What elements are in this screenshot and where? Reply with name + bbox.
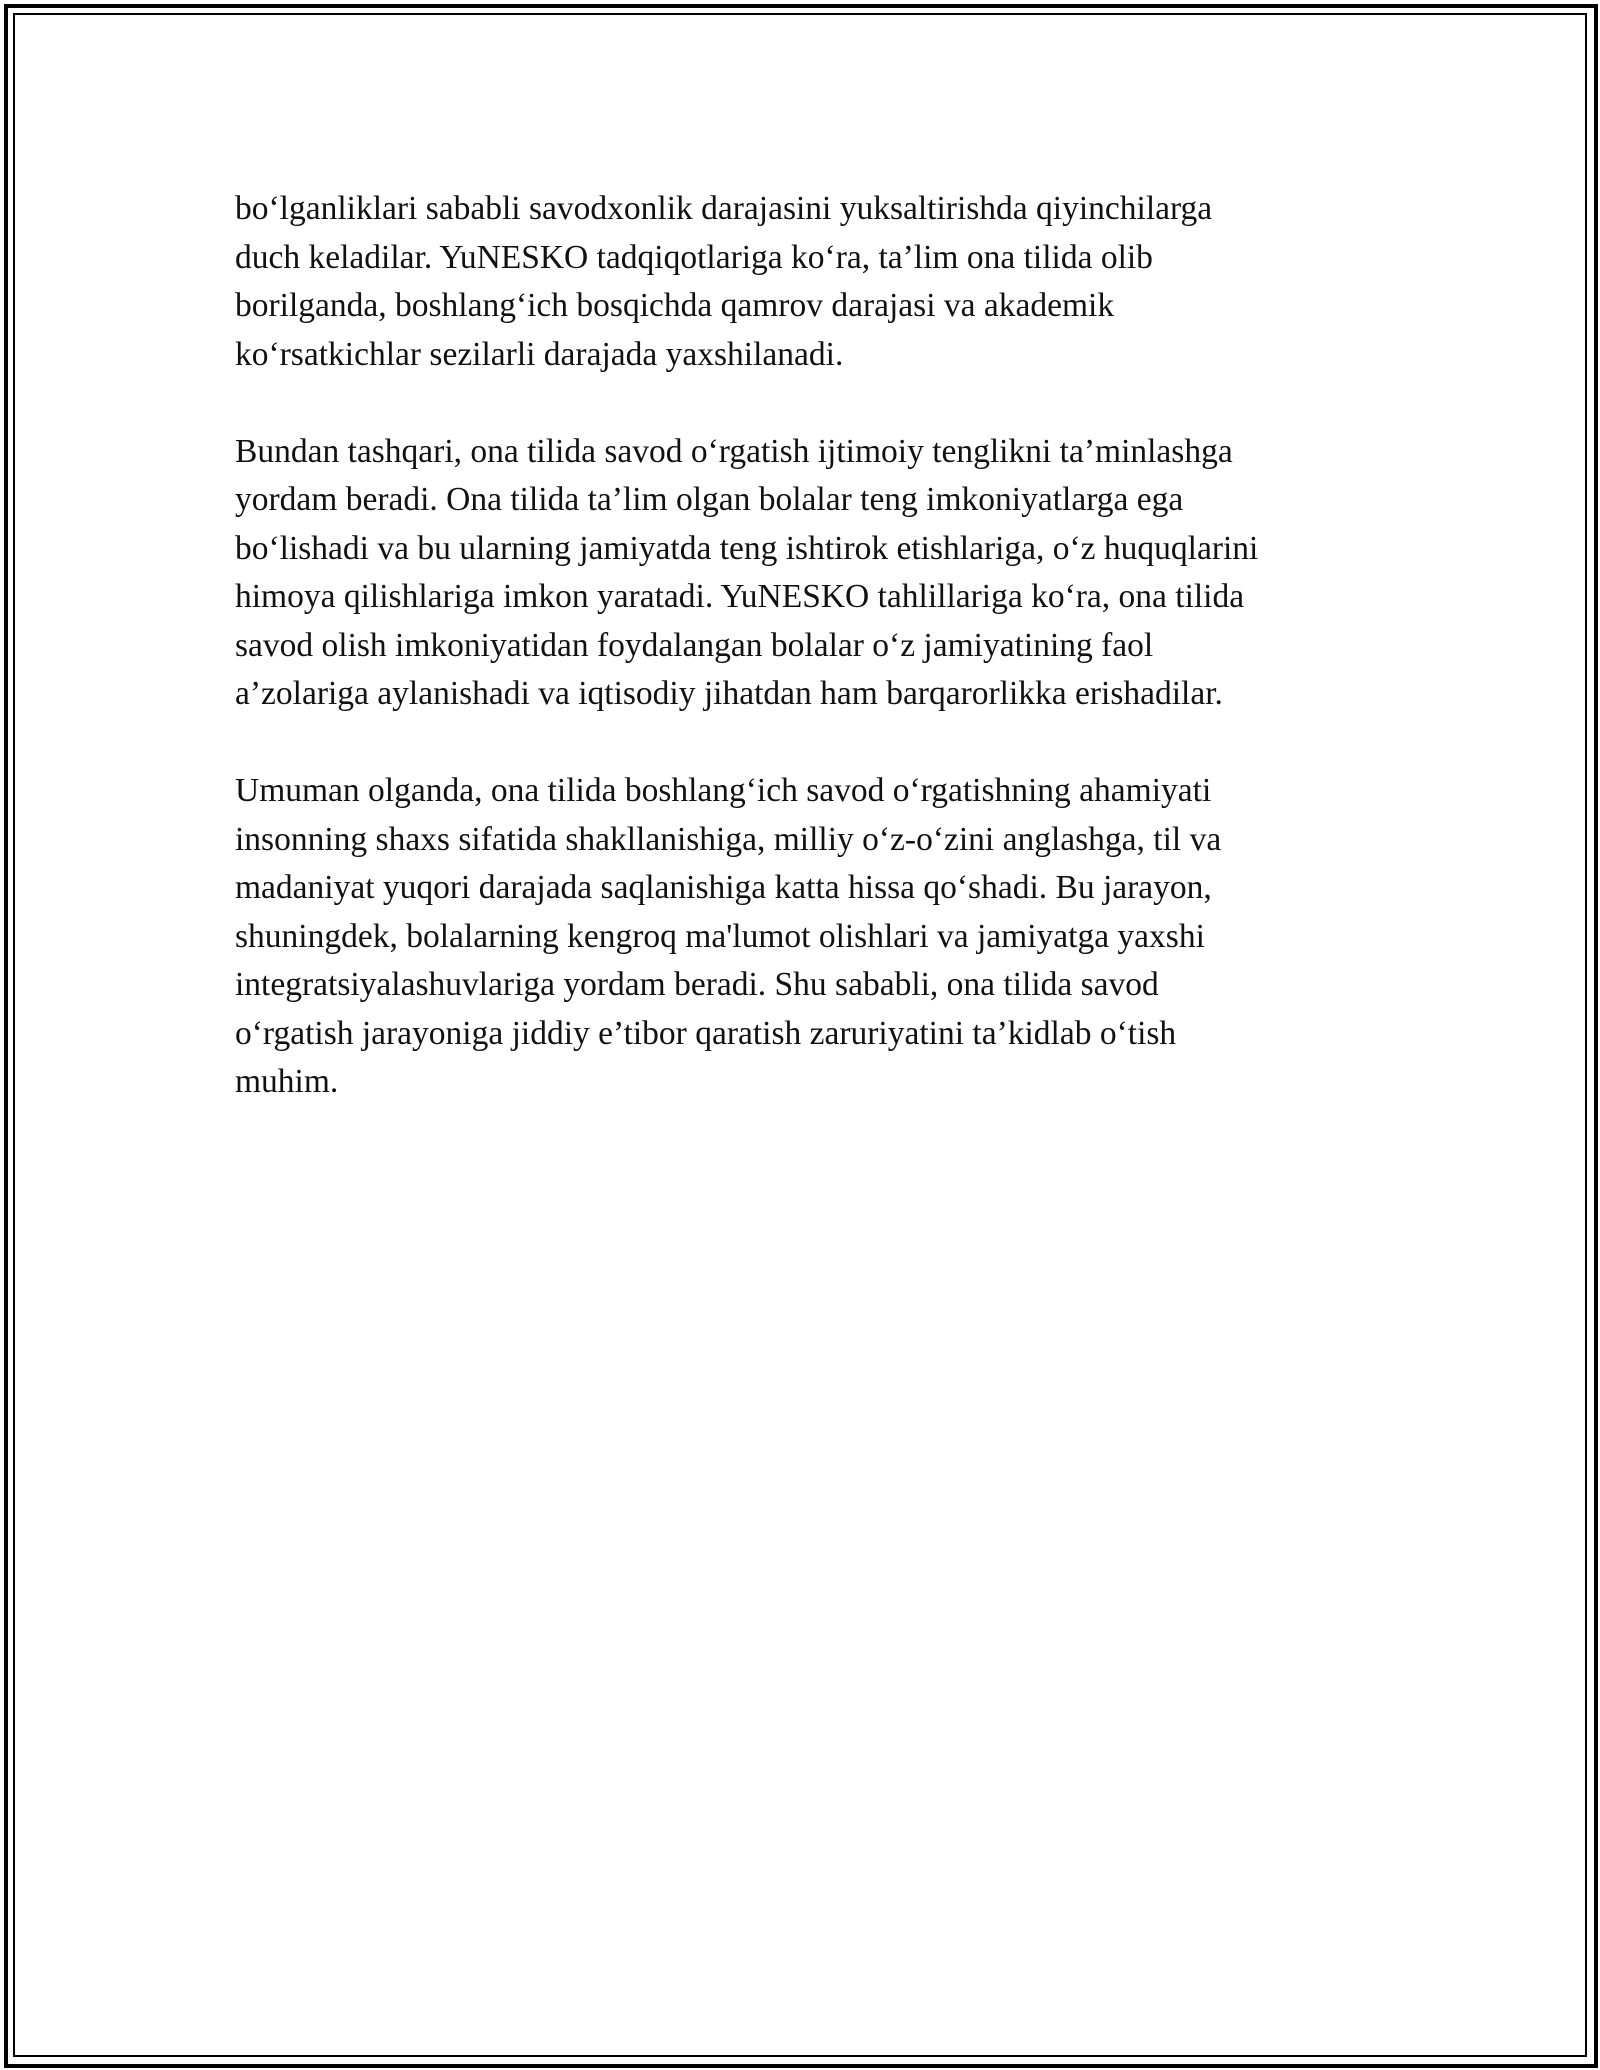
document-body <box>235 185 1365 1155</box>
text-line: borilganda, boshlang‘ich bosqichda qamrov darajasi va akademik <box>235 287 1115 324</box>
text-line: duch keladilar. YuNESKO tadqiqotlariga ko‘ra, ta’lim ona tilida olib <box>235 238 1153 276</box>
text-line: madaniyat yuqori darajada saqlanishiga katta hissa qo‘shadi. Bu jarayon, <box>235 869 1212 906</box>
text-line: o‘rgatish jarayoniga jiddiy e’tibor qaratish zaruriyatini ta’kidlab o‘tish <box>235 1014 1177 1052</box>
paragraph-3 <box>235 767 1365 1107</box>
paragraph-1 <box>235 185 1365 379</box>
text-line: integratsiyalashuvlariga yordam beradi. Shu sababli, ona tilida savod <box>235 966 1159 1003</box>
text-line: muhim. <box>235 1063 339 1100</box>
text-line: himoya qilishlariga imkon yaratadi. YuNESKO tahlillariga ko‘ra, ona tilida <box>235 578 1245 615</box>
text-line: ko‘rsatkichlar sezilarli darajada yaxshilanadi. <box>235 335 844 373</box>
text-line: bo‘lganliklari sababli savodxonlik darajasini yuksaltirishda qiyinchilarga <box>235 190 1213 227</box>
text-line: savod olish imkoniyatidan foydalangan bolalar o‘z jamiyatining faol <box>235 626 1154 664</box>
text-line: bo‘lishadi va bu ularning jamiyatda teng ishtirok etishlariga, o‘z huquqlarini <box>235 529 1259 567</box>
text-line: Bundan tashqari, ona tilida savod o‘rgatish ijtimoiy tenglikni ta’minlashga <box>235 432 1233 470</box>
text-line: yordam beradi. Ona tilida ta’lim olgan bolalar teng imkoniyatlarga ega <box>235 481 1184 518</box>
text-line: shuningdek, bolalarning kengroq ma'lumot olishlari va jamiyatga yaxshi <box>235 917 1205 955</box>
text-line: a’zolariga aylanishadi va iqtisodiy jihatdan ham barqarorlikka erishadilar. <box>235 675 1223 712</box>
paragraph-2 <box>235 428 1365 719</box>
text-line: insonning shaxs sifatida shakllanishiga, milliy o‘z-o‘zini anglashga, til va <box>235 820 1222 858</box>
text-line: Umuman olganda, ona tilida boshlang‘ich savod o‘rgatishning ahamiyati <box>235 772 1212 809</box>
